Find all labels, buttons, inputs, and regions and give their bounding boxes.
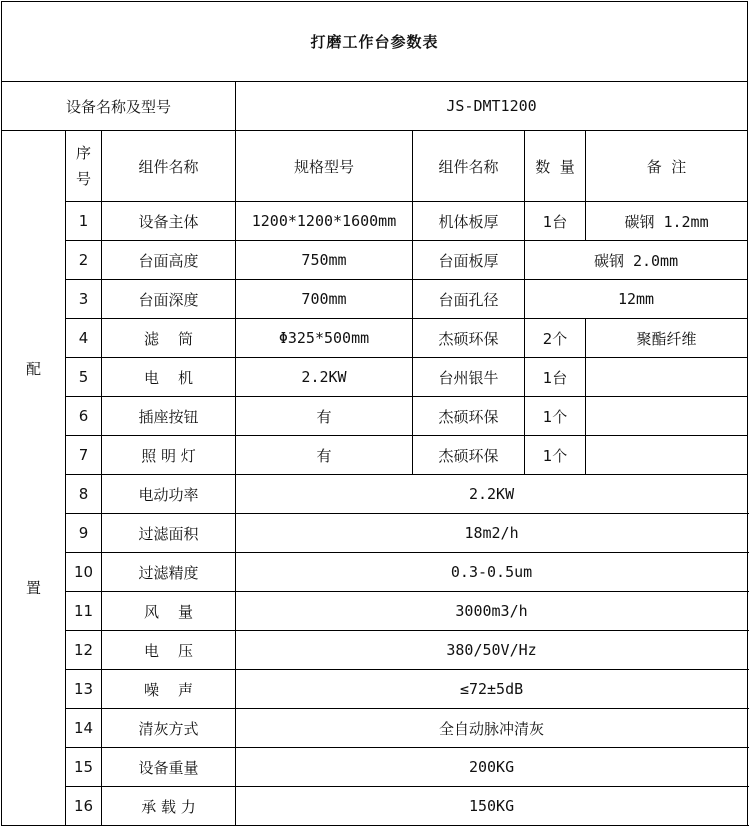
row-number: 1 <box>66 202 102 241</box>
header-component: 组件名称 <box>102 131 236 202</box>
row-number: 5 <box>66 358 102 397</box>
table-row <box>2 553 748 592</box>
row-qty: 1个 <box>525 397 586 436</box>
row-number: 11 <box>66 592 102 631</box>
row-value: 200KG <box>236 748 748 787</box>
spec-table <box>1 1 748 826</box>
table-row <box>2 787 748 826</box>
table-row <box>2 475 748 514</box>
row-name: 照 明 灯 <box>102 436 236 475</box>
row-name: 清灰方式 <box>102 709 236 748</box>
row-part: 台面孔径 <box>413 280 525 319</box>
row-name: 承 载 力 <box>102 787 236 826</box>
row-number: 4 <box>66 319 102 358</box>
row-number: 13 <box>66 670 102 709</box>
table-row <box>2 358 748 397</box>
row-remark <box>586 436 748 475</box>
header-remark: 备 注 <box>586 131 748 202</box>
table-row <box>2 241 748 280</box>
row-number: 10 <box>66 553 102 592</box>
row-value: 2.2KW <box>236 475 748 514</box>
row-qty: 2个 <box>525 319 586 358</box>
equipment-model: JS-DMT1200 <box>236 82 748 131</box>
row-number: 12 <box>66 631 102 670</box>
row-name: 风 量 <box>102 592 236 631</box>
row-name: 过滤精度 <box>102 553 236 592</box>
row-qty: 1台 <box>525 202 586 241</box>
row-spec: Φ325*500mm <box>236 319 413 358</box>
equipment-label: 设备名称及型号 <box>2 82 236 131</box>
row-number: 2 <box>66 241 102 280</box>
row-remark: 12mm <box>525 280 748 319</box>
table-row <box>2 709 748 748</box>
row-number: 15 <box>66 748 102 787</box>
row-value: 150KG <box>236 787 748 826</box>
row-name: 过滤面积 <box>102 514 236 553</box>
row-name: 电 机 <box>102 358 236 397</box>
header-row <box>2 131 748 202</box>
row-number: 9 <box>66 514 102 553</box>
header-spec: 规格型号 <box>236 131 413 202</box>
row-number: 16 <box>66 787 102 826</box>
side-label <box>2 131 66 826</box>
side-label-bottom: 置 <box>25 579 41 597</box>
row-part: 杰硕环保 <box>413 397 525 436</box>
table-row <box>2 319 748 358</box>
table-row <box>2 280 748 319</box>
table-row <box>2 397 748 436</box>
row-number: 14 <box>66 709 102 748</box>
table-title: 打磨工作台参数表 <box>2 2 748 82</box>
table-row <box>2 202 748 241</box>
row-part: 台面板厚 <box>413 241 525 280</box>
row-value: 全自动脉冲清灰 <box>236 709 748 748</box>
row-name: 台面高度 <box>102 241 236 280</box>
table-row <box>2 436 748 475</box>
row-spec: 有 <box>236 397 413 436</box>
header-qty: 数 量 <box>525 131 586 202</box>
row-value: 3000m3/h <box>236 592 748 631</box>
row-value: ≤72±5dB <box>236 670 748 709</box>
row-number: 7 <box>66 436 102 475</box>
row-value: 18m2/h <box>236 514 748 553</box>
table-row <box>2 670 748 709</box>
row-qty: 1台 <box>525 358 586 397</box>
row-value: 380/50V/Hz <box>236 631 748 670</box>
row-spec: 2.2KW <box>236 358 413 397</box>
row-number: 8 <box>66 475 102 514</box>
header-component-2: 组件名称 <box>413 131 525 202</box>
row-spec: 有 <box>236 436 413 475</box>
row-part: 杰硕环保 <box>413 436 525 475</box>
row-name: 滤 筒 <box>102 319 236 358</box>
row-spec: 750mm <box>236 241 413 280</box>
row-part: 机体板厚 <box>413 202 525 241</box>
row-spec: 700mm <box>236 280 413 319</box>
table-row <box>2 514 748 553</box>
row-name: 插座按钮 <box>102 397 236 436</box>
row-name: 设备主体 <box>102 202 236 241</box>
row-remark: 碳钢 1.2mm <box>586 202 748 241</box>
row-spec: 1200*1200*1600mm <box>236 202 413 241</box>
row-number: 3 <box>66 280 102 319</box>
row-remark: 碳钢 2.0mm <box>525 241 748 280</box>
row-name: 台面深度 <box>102 280 236 319</box>
row-name: 电 压 <box>102 631 236 670</box>
header-seq: 序号 <box>66 131 102 202</box>
row-part: 台州银牛 <box>413 358 525 397</box>
row-value: 0.3-0.5um <box>236 553 748 592</box>
row-qty: 1个 <box>525 436 586 475</box>
table-row <box>2 748 748 787</box>
row-number: 6 <box>66 397 102 436</box>
row-remark <box>586 358 748 397</box>
table-row <box>2 592 748 631</box>
row-name: 设备重量 <box>102 748 236 787</box>
row-name: 电动功率 <box>102 475 236 514</box>
row-remark: 聚酯纤维 <box>586 319 748 358</box>
row-part: 杰硕环保 <box>413 319 525 358</box>
row-name: 噪 声 <box>102 670 236 709</box>
side-label-top: 配 <box>25 360 41 378</box>
table-row <box>2 631 748 670</box>
row-remark <box>586 397 748 436</box>
